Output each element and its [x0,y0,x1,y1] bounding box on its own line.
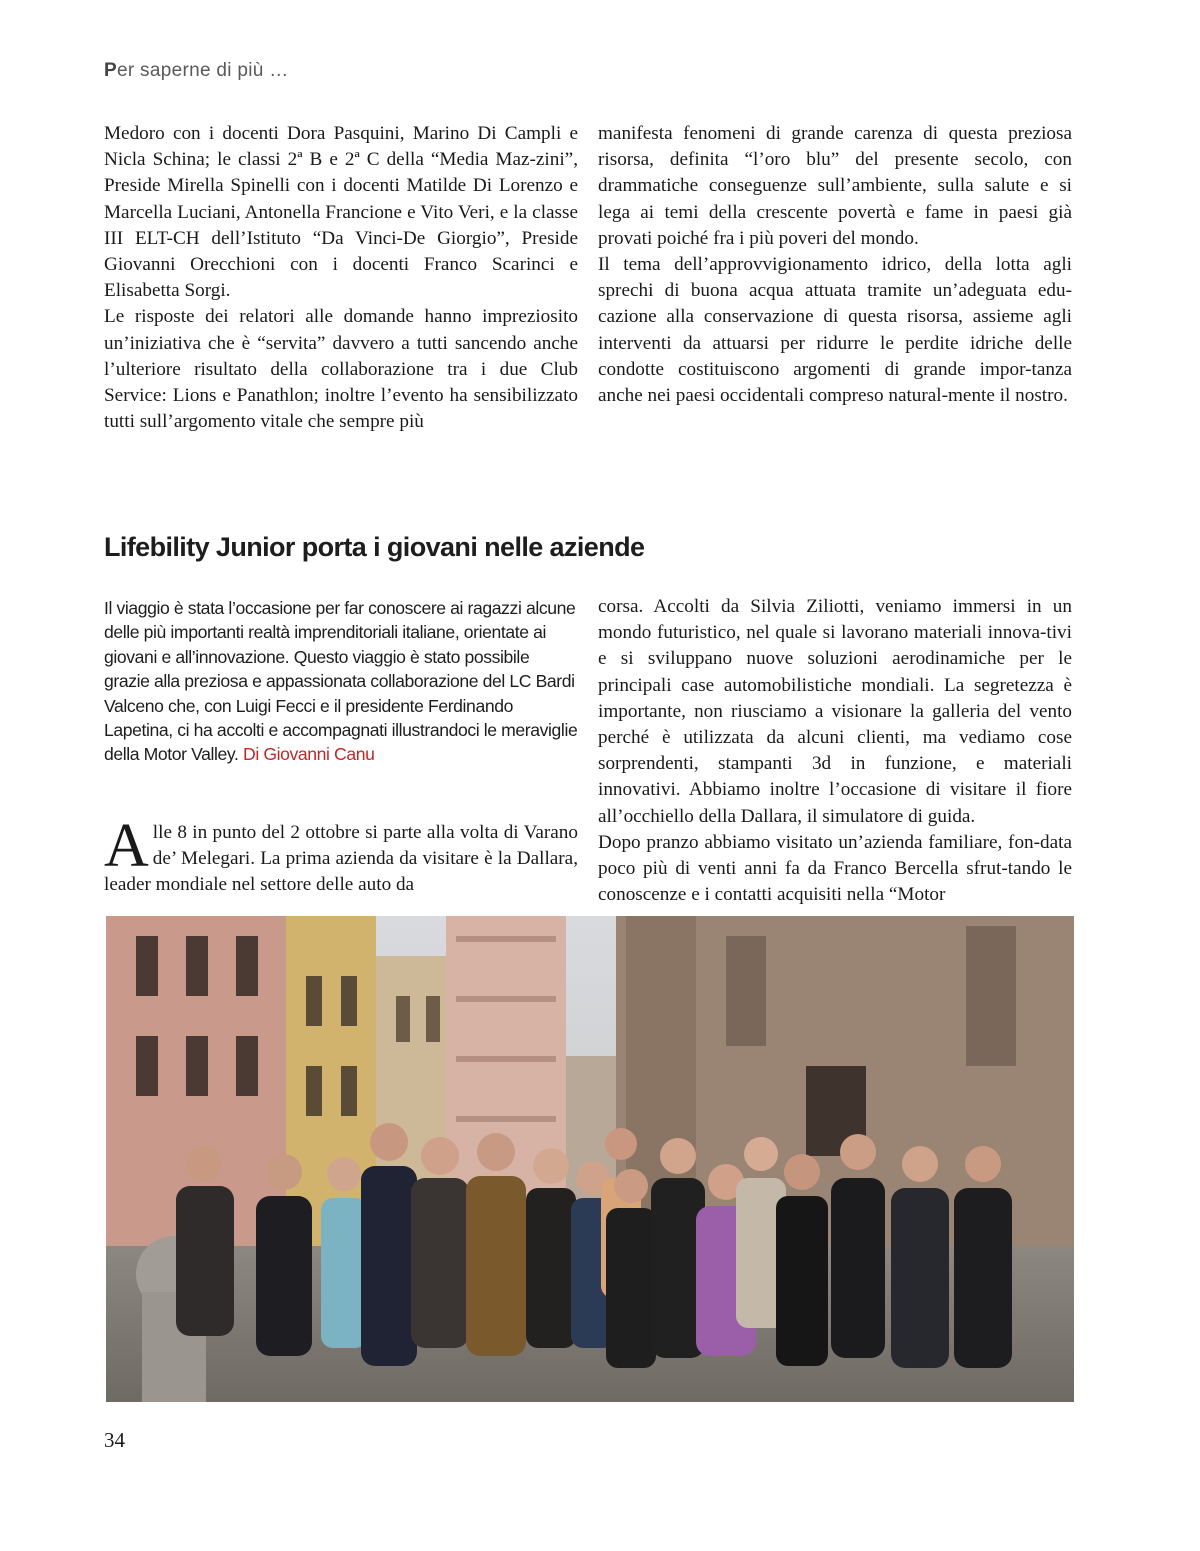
article-body-left [104,812,578,899]
page-number: 34 [104,1428,125,1452]
article-body-right [598,594,1072,908]
byline: Di Giovanni Canu [243,744,375,765]
article-lead [104,596,578,767]
paragraph: manifesta fenomeni di grande carenza di questa preziosa risorsa, definita “l’oro blu” del presente secolo, con drammatiche conseguenze sull’ambiente, sulla salute e si lega ai temi della crescente povertà e fame in paesi già provati poiché fra i più poveri del mondo. [598,123,1072,249]
article-title: Lifebility Junior porta i giovani nelle aziende [104,532,645,562]
paragraph: Le risposte dei relatori alle domande hanno impreziosito un’iniziativa che è “servita” davvero a tutti sancendo anche l’ulteriore risultato della collaborazione tra i due Club Service: Lions e Panathlon; inoltre l’evento ha sensibilizzato tutti sull’argomento vitale che sempre più [104,306,578,433]
group-photo-illustration [106,916,1074,1402]
lead-text: Il viaggio è stata l’occasione per far conoscere ai ragazzi alcune delle più importanti realtà imprenditoriali italiane, orientate ai giovani e all’innovazione. Questo viaggio è stato possibile grazie alla preziosa e appassionata collaborazione del LC Bardi Valceno che, con Luigi Fecci e il presidente Ferdinando Lapetina, ci ha accolti e accompagnati illustrandoci le meraviglie della Motor Valley. [104,598,578,765]
paragraph [104,812,578,899]
continued-column-right [598,121,1072,409]
paragraph: Medoro con i docenti Dora Pasquini, Marino Di Campli e Nicla Schina; le classi 2ª B e 2ª C della “Media Maz-zini”, Preside Mirella Spinelli con i docenti Matilde Di Lorenzo e Marcella Luciani, Antonella Francione e Vito Veri, e la classe III ELT-CH dell’Istituto “Da Vinci-De Giorgio”, Preside Giovanni Orecchioni con i docenti Franco Scarinci e Elisabetta Sorgi. [104,123,578,302]
drop-cap: A [104,812,149,880]
paragraph: Il tema dell’approvvigionamento idrico, della lotta agli sprechi di buona acqua attuata tramite un’adeguata edu-cazione alla conservazione di questa risorsa, assieme agli interventi da attuarsi per ridurre le perdite idriche delle condotte costituiscono argomenti di grande impor-tanza anche nei paesi occidentali compreso natural-mente il nostro. [598,254,1072,407]
paragraph-text: lle 8 in punto del 2 ottobre si parte alla volta di Varano de’ Melegari. La prima azienda da visitare è la Dallara, leader mondiale nel settore delle auto da [104,822,578,896]
paragraph: Dopo pranzo abbiamo visitato un’azienda familiare, fon-data poco più di venti anni fa da Franco Bercella sfrut-tando le conoscenze e i contatti acquisiti nella “Motor [598,831,1072,906]
running-head-initial: P [104,60,117,81]
group-photo [106,916,1074,1402]
running-head-text: er saperne di più … [116,60,289,81]
continued-column-left [104,121,578,435]
running-head [104,60,289,82]
paragraph: corsa. Accolti da Silvia Ziliotti, veniamo immersi in un mondo futuristico, nel quale si lavorano materiali innova-tivi e si sviluppano nuove soluzioni aerodinamiche per le principali case automobilistiche mondiali. La segretezza è importante, non riusciamo a visionare la galleria del vento perché è utilizzata da alcuni clienti, ma vediamo cose sorprendenti, stampanti 3d in funzione, e materiali innovativi. Abbiamo inoltre l’occasione di visitare il fiore all’occhiello della Dallara, il simulatore di guida. [598,596,1072,827]
